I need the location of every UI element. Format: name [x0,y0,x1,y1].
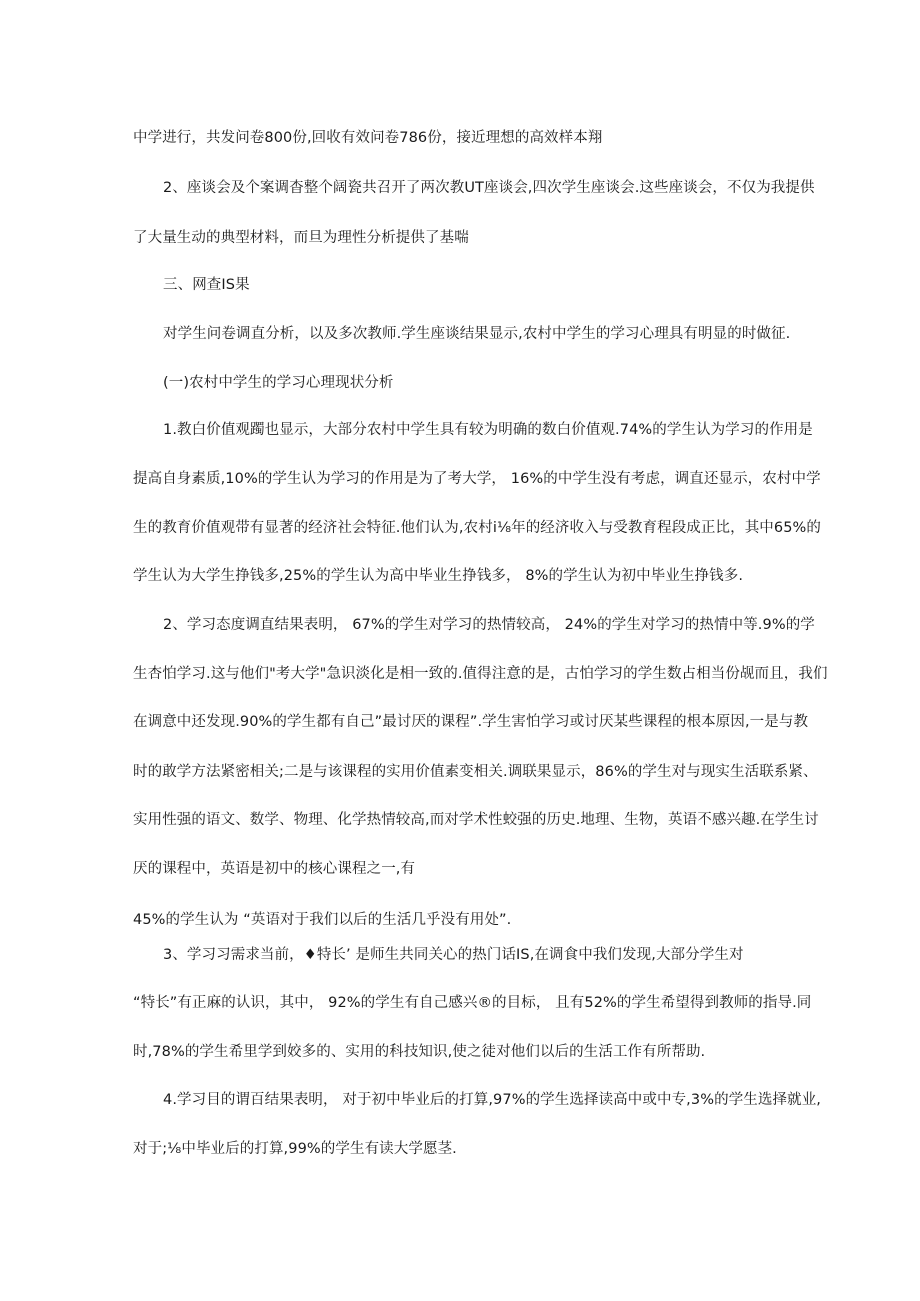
paragraph-line: 生杏怕学习.这与他们"考大学"急识淡化是相一致的.值得注意的是，古怕学习的学生数占相当份觇而且，我们 [133,666,828,682]
section-heading: 三、网查IS果 [163,277,250,293]
paragraph-line: 2、座谈会及个案调杳整个阔瓷共召开了两次教UT座谈会,四次学生座谈会.这些座谈会，不仅为我提供 [163,180,815,196]
paragraph-line: “特长”有正麻的认识，其中， 92%的学生有自己感兴®的目标， 且有52%的学生希望得到教师的指导.同 [133,995,812,1011]
paragraph-line: 厌的课程中，英语是初中的核心课程之一,有 [133,861,416,877]
paragraph-line: 3、学习习需求当前，♦特长’ 是师生共同关心的热门话IS,在调食中我们发现,大部分学生对 [163,947,744,963]
paragraph-line: 时,78%的学生希里学到姣多的、实用的科技知识,使之徒对他们以后的生活工作有所帮助. [133,1044,706,1060]
paragraph-line: 对于;⅛中毕业后的打算,99%的学生有读大学愿茎. [133,1141,457,1157]
paragraph-line: 生的教育价值观带有显著的经济社会特征.他们认为,农村i⅛年的经济收入与受教育程段成正比，其中65%的 [133,520,822,536]
paragraph-line: 中学进行，共发问卷800份,回收有效问卷786份，接近理想的高效样本翔 [133,130,603,146]
paragraph-line: 45%的学生认为 “英语对于我们以后的生活几乎没有用处”. [133,912,512,928]
paragraph-line: 1.教白价值观躅也显示，大部分农村中学生具有较为明确的数白价值观.74%的学生认为学习的作用是 [163,422,813,438]
paragraph-line: 了大量生动的典型材料，而旦为理性分析提供了基喘 [133,230,469,246]
paragraph-line: 2、学习态度调直结果表明， 67%的学生对学习的热情较高， 24%的学生对学习的热情中等.9%的学 [163,617,815,633]
paragraph-line: 学生认为大学生挣钱多,25%的学生认为高中毕业生挣钱多， 8%的学生认为初中毕业生挣钱多. [133,568,744,584]
paragraph-line: 提高自身素质,10%的学生认为学习的作用是为了考大学， 16%的中学生没有考虑，调直还显示，农村中学 [133,471,821,487]
paragraph-line: 在调意中还发现.90%的学生都有自己”最讨厌的课程”.学生害怕学习或讨厌某些课程的根本原因,一是与教 [133,714,809,730]
paragraph-line: 4.学习目的谓百结果表明， 对于初中毕业后的打算,97%的学生选择读高中或中专,3%的学生选择就业, [163,1092,821,1108]
subsection-heading: (一)农村中学生的学习心理现状分析 [163,375,394,391]
paragraph-line: 实用性强的语文、数学、物理、化学热情较高,而对学术性蛟强的历史.地理、生物，英语不感兴趣.在学生讨 [133,812,819,828]
paragraph-line: 对学生问卷调直分析，以及多次教师.学生座谈结果显示,农村中学生的学习心理具有明显的时做征. [163,326,791,342]
paragraph-line: 时的敢学方法紧密相关;二是与该课程的实用价值素变相关.调联果显示，86%的学生对与现实生活联系紧、 [133,764,818,780]
